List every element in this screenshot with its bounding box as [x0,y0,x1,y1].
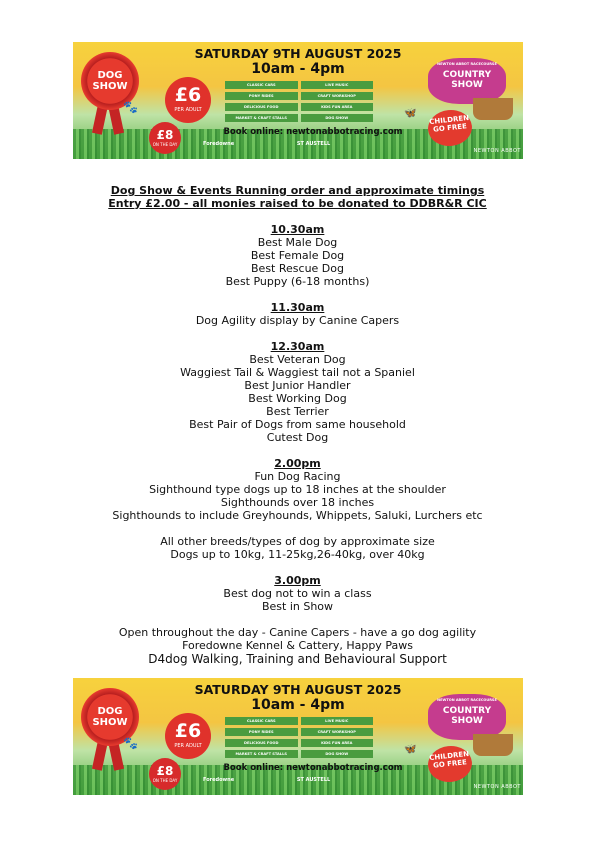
paw-icon: 🐾 [123,736,138,750]
sponsor-logos [203,141,393,147]
door-price: £8 [156,128,174,142]
paw-icon: 🐾 [123,100,138,114]
event-item: Best Working Dog [248,392,347,405]
banner-date: SATURDAY 9TH AUGUST 2025 [194,682,402,697]
event-item: Best Junior Handler [244,379,351,392]
event-banner-bottom [73,678,523,795]
footer-note: D4dog Walking, Training and Behavioural Support [148,652,447,666]
attraction-chip: CRAFT WORKSHOP [301,728,374,736]
adult-price-label: PER ADULT [174,743,202,749]
door-price-badge [149,122,181,154]
attraction-chip: MARKET & CRAFT STALLS [225,114,298,122]
attraction-chip: DOG SHOW [301,750,374,758]
running-order [0,184,595,666]
event-item: Sighthound type dogs up to 18 inches at the shoulder [149,483,446,496]
sponsor-logo: ST AUSTELL [296,777,331,783]
country-show-venue: NEWTON ABBOT RACECOURSE [437,62,497,66]
event-item: Cutest Dog [266,431,329,444]
event-item: Best Terrier [266,405,329,418]
event-item: Waggiest Tail & Waggiest tail not a Spaniel [180,366,415,379]
book-online-link[interactable]: Book online: newtonabbotracing.com [223,127,403,137]
section-time: 2.00pm [274,457,321,470]
adult-price-badge [165,77,211,123]
sponsor-logo: Foredowne [203,777,235,783]
door-price-label: ON THE DAY [152,142,178,147]
rosette-text: DOG SHOW [92,706,128,728]
door-price-badge [149,758,181,790]
basket-illustration [473,98,513,120]
heading-title: Dog Show & Events Running order and approximate timings [110,184,485,197]
event-item: Fun Dog Racing [254,470,341,483]
attraction-chip: CRAFT WORKSHOP [301,92,374,100]
section-time: 3.00pm [274,574,321,587]
butterfly-icon: 🦋 [404,744,417,755]
section-time: 10.30am [270,223,325,236]
children-go-free-badge: CHILDREN GO FREE [426,108,474,148]
basket-illustration [473,734,513,756]
event-item: Best Puppy (6-18 months) [225,275,370,288]
attraction-chip: DOG SHOW [301,114,374,122]
event-item: Best Pair of Dogs from same household [189,418,406,431]
attraction-chip: LIVE MUSIC [301,81,374,89]
adult-price: £6 [174,720,202,742]
banner-time: 10am - 4pm [251,61,345,77]
event-item: Dog Agility display by Canine Capers [195,314,400,327]
event-item: Best Veteran Dog [249,353,346,366]
heading-entry: Entry £2.00 - all monies raised to be donated to DDBR&R CIC [108,197,487,210]
adult-price-label: PER ADULT [174,107,202,113]
children-go-free-badge: CHILDREN GO FREE [426,744,474,784]
banner-time: 10am - 4pm [251,697,345,713]
attraction-chip: CLASSIC CARS [225,717,298,725]
adult-price-badge [165,713,211,759]
section-time: 12.30am [270,340,325,353]
venue-logo: NEWTON ABBOT [473,784,521,790]
door-price-label: ON THE DAY [152,778,178,783]
attractions-grid [225,717,373,758]
attractions-grid [225,81,373,122]
door-price: £8 [156,764,174,778]
attraction-chip: PONY RIDES [225,92,298,100]
event-item: Sighthounds to include Greyhounds, Whippets, Saluki, Lurchers etc [112,509,483,522]
attraction-chip: PONY RIDES [225,728,298,736]
sponsor-logos [203,777,393,783]
country-show-title: COUNTRY SHOW [442,70,492,90]
attraction-chip: CLASSIC CARS [225,81,298,89]
event-item: Best dog not to win a class [223,587,372,600]
rosette-text: DOG SHOW [92,70,128,92]
event-item: Best in Show [261,600,334,613]
attraction-chip: LIVE MUSIC [301,717,374,725]
event-item: Best Male Dog [257,236,338,249]
attraction-chip: KIDS FUN AREA [301,103,374,111]
event-item: All other breeds/types of dog by approximate size [160,535,435,548]
sponsor-logo: ST AUSTELL [296,141,331,147]
event-item: Best Rescue Dog [251,262,344,275]
adult-price: £6 [174,84,202,106]
butterfly-icon: 🦋 [404,108,417,119]
attraction-chip: MARKET & CRAFT STALLS [225,750,298,758]
attraction-chip: DELICIOUS FOOD [225,739,298,747]
attraction-chip: DELICIOUS FOOD [225,103,298,111]
section-time: 11.30am [270,301,325,314]
event-item: Dogs up to 10kg, 11-25kg,26-40kg, over 40kg [170,548,425,561]
attraction-chip: KIDS FUN AREA [301,739,374,747]
country-show-title: COUNTRY SHOW [442,706,492,726]
country-show-venue: NEWTON ABBOT RACECOURSE [437,698,497,702]
footer-note: Foredowne Kennel & Cattery, Happy Paws [182,639,413,652]
footer-note: Open throughout the day - Canine Capers - have a go dog agility [118,626,477,639]
event-item: Sighthounds over 18 inches [220,496,375,509]
sponsor-logo: Foredowne [203,141,235,147]
venue-logo: NEWTON ABBOT [473,148,521,154]
event-item: Best Female Dog [250,249,345,262]
book-online-link[interactable]: Book online: newtonabbotracing.com [223,763,403,773]
event-banner-top [73,42,523,159]
banner-date: SATURDAY 9TH AUGUST 2025 [194,46,402,61]
